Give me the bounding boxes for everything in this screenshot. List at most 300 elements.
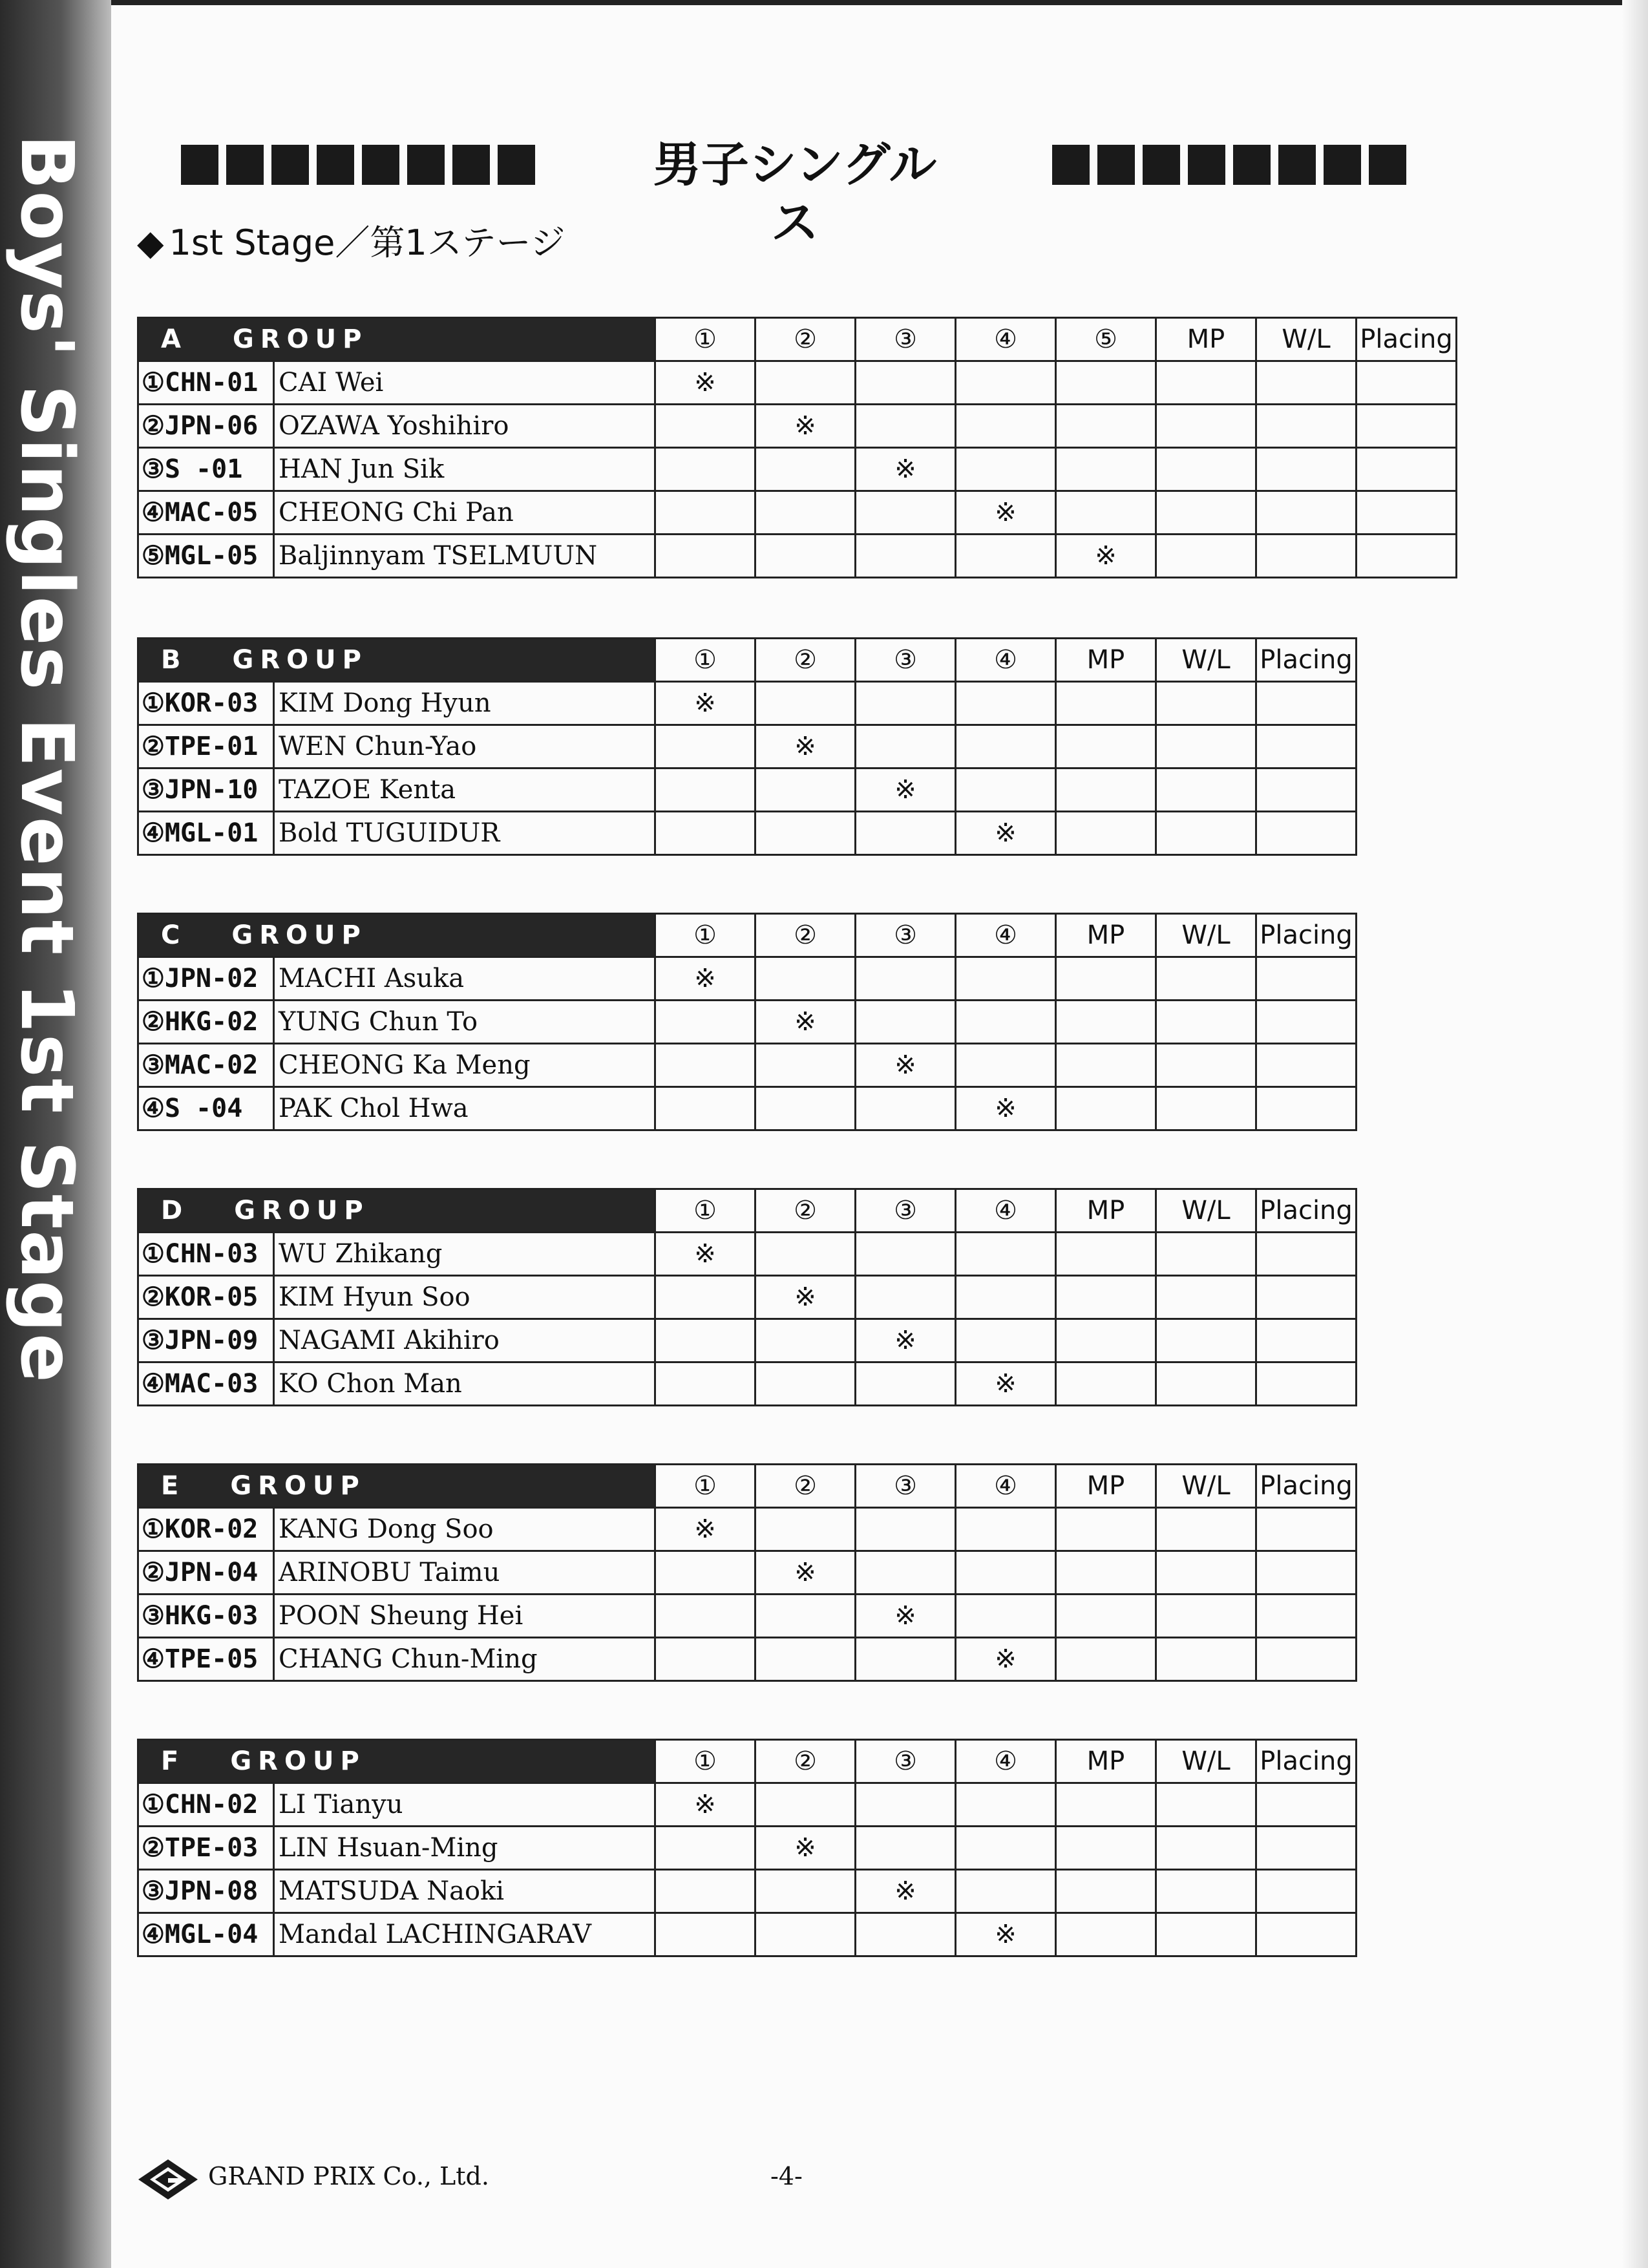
column-header: ④ [956, 318, 1056, 361]
table-row [138, 1827, 1357, 1870]
player-code-cell [138, 1870, 274, 1913]
result-cell [655, 768, 755, 812]
result-cell [755, 768, 856, 812]
result-cell [856, 1551, 956, 1595]
result-cell [655, 405, 755, 448]
column-header: ② [755, 1189, 856, 1233]
table-row [138, 491, 1457, 535]
column-header: W/L [1156, 1740, 1256, 1783]
result-cell [755, 1638, 856, 1681]
column-header: MP [1056, 1740, 1156, 1783]
player-name: WEN Chun-Yao [274, 725, 655, 768]
player-name: CAI Wei [274, 361, 655, 405]
column-header: ① [655, 1189, 755, 1233]
self-match-mark: ※ [856, 1870, 956, 1913]
result-cell [856, 725, 956, 768]
table-row [138, 1233, 1357, 1276]
player-number: ① [142, 964, 165, 993]
column-header: Placing [1357, 318, 1457, 361]
player-code-cell [138, 1595, 274, 1638]
player-name: CHEONG Ka Meng [274, 1044, 655, 1087]
result-cell [655, 1595, 755, 1638]
result-cell [956, 1319, 1056, 1362]
result-cell [1357, 491, 1457, 535]
result-cell [1056, 812, 1156, 855]
player-name: MACHI Asuka [274, 957, 655, 1001]
title-blocks-right [1052, 145, 1406, 185]
player-code-cell [138, 1913, 274, 1956]
table-row [138, 957, 1357, 1001]
result-cell [956, 1595, 1056, 1638]
player-name: CHANG Chun-Ming [274, 1638, 655, 1681]
result-cell [1357, 448, 1457, 491]
result-cell [1056, 448, 1156, 491]
result-cell [1256, 491, 1357, 535]
player-number: ④ [142, 818, 165, 848]
player-number: ② [142, 1282, 165, 1312]
table-row [138, 1595, 1357, 1638]
result-cell [655, 725, 755, 768]
group-a-table [137, 317, 1457, 578]
result-cell [1156, 1595, 1256, 1638]
result-cell [1357, 535, 1457, 578]
result-cell [1256, 812, 1357, 855]
result-cell [856, 1508, 956, 1551]
column-header: ③ [856, 318, 956, 361]
self-match-mark: ※ [956, 1087, 1056, 1130]
player-code-cell [138, 1551, 274, 1595]
player-number: ① [142, 1514, 165, 1544]
column-header: MP [1056, 639, 1156, 682]
player-code: HKG-03 [164, 1601, 259, 1631]
self-match-mark: ※ [856, 1319, 956, 1362]
column-header: ② [755, 318, 856, 361]
group-header-row [138, 639, 1357, 682]
group-e-table [137, 1463, 1357, 1682]
result-cell [1156, 1319, 1256, 1362]
column-header: W/L [1156, 1465, 1256, 1508]
group-letter: B [161, 645, 187, 675]
result-cell [1256, 957, 1357, 1001]
result-cell [1156, 1508, 1256, 1551]
player-code-cell [138, 1783, 274, 1827]
result-cell [956, 725, 1056, 768]
player-number: ③ [142, 1326, 165, 1355]
result-cell [956, 1870, 1056, 1913]
result-cell [1256, 1044, 1357, 1087]
result-cell [956, 768, 1056, 812]
player-code: CHN-03 [164, 1239, 259, 1269]
group-b-table [137, 637, 1357, 856]
player-code: MAC-05 [164, 498, 259, 527]
result-cell [856, 957, 956, 1001]
result-cell [755, 448, 856, 491]
self-match-mark: ※ [856, 1044, 956, 1087]
player-number: ② [142, 1833, 165, 1863]
group-letter: D [161, 1196, 189, 1225]
group-header-row [138, 1189, 1357, 1233]
player-code-cell [138, 1001, 274, 1044]
player-code: TPE-01 [164, 732, 259, 761]
result-cell [655, 1827, 755, 1870]
result-cell [856, 1913, 956, 1956]
group-header-row [138, 318, 1457, 361]
result-cell [956, 1508, 1056, 1551]
player-number: ③ [142, 1876, 165, 1906]
player-name: POON Sheung Hei [274, 1595, 655, 1638]
group-letter: A [161, 324, 187, 354]
player-code-cell [138, 1827, 274, 1870]
result-cell [1256, 1827, 1357, 1870]
table-row [138, 768, 1357, 812]
result-cell [1056, 1044, 1156, 1087]
result-cell [655, 1001, 755, 1044]
column-header: ③ [856, 914, 956, 957]
column-header: MP [1056, 1189, 1156, 1233]
result-cell [956, 1044, 1056, 1087]
page-edge-shadow [1622, 0, 1648, 2268]
player-code-cell [138, 1044, 274, 1087]
result-cell [1056, 491, 1156, 535]
result-cell [1056, 1276, 1156, 1319]
result-cell [1357, 361, 1457, 405]
column-header: ① [655, 1740, 755, 1783]
result-cell [1256, 1319, 1357, 1362]
result-cell [956, 1827, 1056, 1870]
player-code-cell [138, 1087, 274, 1130]
group-word: GROUP [232, 645, 368, 675]
result-cell [1256, 1595, 1357, 1638]
result-cell [1156, 361, 1256, 405]
result-cell [1056, 1319, 1156, 1362]
group-title [138, 914, 655, 957]
player-name: WU Zhikang [274, 1233, 655, 1276]
top-edge-line [0, 0, 1648, 5]
table-row [138, 1508, 1357, 1551]
result-cell [655, 1870, 755, 1913]
self-match-mark: ※ [755, 1276, 856, 1319]
table-row [138, 682, 1357, 725]
stage-heading [137, 215, 565, 265]
column-header: Placing [1256, 639, 1357, 682]
group-title [138, 1740, 655, 1783]
group-word: GROUP [232, 324, 368, 354]
player-code: MGL-04 [164, 1920, 259, 1949]
result-cell [1056, 1595, 1156, 1638]
result-cell [1256, 1551, 1357, 1595]
result-cell [1256, 1638, 1357, 1681]
result-cell [856, 491, 956, 535]
self-match-mark: ※ [856, 768, 956, 812]
result-cell [755, 1913, 856, 1956]
column-header: ③ [856, 1189, 956, 1233]
result-cell [655, 1044, 755, 1087]
result-cell [1056, 1638, 1156, 1681]
player-code: TPE-03 [164, 1833, 259, 1863]
player-number: ⑤ [142, 541, 165, 571]
group-title [138, 318, 655, 361]
column-header: Placing [1256, 1465, 1357, 1508]
result-cell [1256, 1362, 1357, 1406]
result-cell [1256, 682, 1357, 725]
player-number: ④ [142, 1369, 165, 1399]
result-cell [1256, 1087, 1357, 1130]
self-match-mark: ※ [956, 1638, 1056, 1681]
group-d-table [137, 1188, 1357, 1406]
result-cell [1256, 768, 1357, 812]
table-row [138, 1783, 1357, 1827]
player-name: ARINOBU Taimu [274, 1551, 655, 1595]
result-cell [856, 1783, 956, 1827]
result-cell [755, 1595, 856, 1638]
result-cell [1256, 725, 1357, 768]
player-code: KOR-05 [164, 1282, 259, 1312]
result-cell [1056, 1783, 1156, 1827]
result-cell [655, 812, 755, 855]
group-title [138, 639, 655, 682]
self-match-mark: ※ [856, 448, 956, 491]
player-code: HKG-02 [164, 1007, 259, 1037]
column-header: MP [1056, 914, 1156, 957]
player-number: ② [142, 1558, 165, 1587]
table-row [138, 535, 1457, 578]
group-word: GROUP [230, 1746, 366, 1776]
result-cell [1156, 405, 1256, 448]
result-cell [1056, 1913, 1156, 1956]
player-code-cell [138, 448, 274, 491]
result-cell [1156, 1001, 1256, 1044]
self-match-mark: ※ [956, 812, 1056, 855]
player-code: JPN-10 [164, 775, 259, 805]
self-match-mark: ※ [956, 1362, 1056, 1406]
result-cell [755, 1319, 856, 1362]
group-header-row [138, 1465, 1357, 1508]
group-c-table [137, 913, 1357, 1131]
self-match-mark: ※ [956, 491, 1056, 535]
self-match-mark: ※ [655, 682, 755, 725]
result-cell [655, 1319, 755, 1362]
player-code-cell [138, 812, 274, 855]
result-cell [1156, 1913, 1256, 1956]
result-cell [956, 1276, 1056, 1319]
result-cell [755, 1508, 856, 1551]
table-row [138, 1087, 1357, 1130]
player-code: JPN-08 [164, 1876, 259, 1906]
player-name: HAN Jun Sik [274, 448, 655, 491]
result-cell [856, 361, 956, 405]
result-cell [856, 1001, 956, 1044]
sidebar-title [5, 134, 100, 1384]
table-row [138, 812, 1357, 855]
group-letter: F [161, 1746, 185, 1776]
player-number: ③ [142, 1050, 165, 1080]
result-cell [956, 682, 1056, 725]
column-header: MP [1156, 318, 1256, 361]
column-header: ③ [856, 1465, 956, 1508]
player-number: ① [142, 368, 165, 397]
player-number: ② [142, 1007, 165, 1037]
self-match-mark: ※ [956, 1913, 1056, 1956]
group-header-row [138, 1740, 1357, 1783]
result-cell [1056, 1870, 1156, 1913]
result-cell [755, 361, 856, 405]
result-cell [1056, 1233, 1156, 1276]
player-name: KO Chon Man [274, 1362, 655, 1406]
table-row [138, 1001, 1357, 1044]
result-cell [1156, 1362, 1256, 1406]
result-cell [1156, 1783, 1256, 1827]
result-cell [655, 1276, 755, 1319]
player-code: JPN-06 [164, 411, 259, 441]
column-header: ② [755, 1740, 856, 1783]
player-number: ④ [142, 1094, 165, 1123]
result-cell [655, 1638, 755, 1681]
result-cell [1156, 1044, 1256, 1087]
table-row [138, 1551, 1357, 1595]
column-header: Placing [1256, 914, 1357, 957]
result-cell [956, 1233, 1056, 1276]
result-cell [755, 682, 856, 725]
result-cell [755, 812, 856, 855]
result-cell [655, 1087, 755, 1130]
result-cell [755, 957, 856, 1001]
self-match-mark: ※ [755, 1551, 856, 1595]
player-name: LIN Hsuan-Ming [274, 1827, 655, 1870]
self-match-mark: ※ [655, 957, 755, 1001]
result-cell [755, 1087, 856, 1130]
column-header: ② [755, 1465, 856, 1508]
result-cell [956, 1551, 1056, 1595]
player-code-cell [138, 1319, 274, 1362]
result-cell [1357, 405, 1457, 448]
table-row [138, 405, 1457, 448]
stage-label: 1st Stage／第1ステージ [169, 222, 565, 263]
player-name: NAGAMI Akihiro [274, 1319, 655, 1362]
column-header: W/L [1156, 914, 1256, 957]
result-cell [1156, 682, 1256, 725]
result-cell [856, 1233, 956, 1276]
player-number: ② [142, 411, 165, 441]
result-cell [856, 812, 956, 855]
result-cell [856, 1362, 956, 1406]
table-row [138, 1870, 1357, 1913]
player-name: OZAWA Yoshihiro [274, 405, 655, 448]
player-code-cell [138, 405, 274, 448]
result-cell [1156, 1827, 1256, 1870]
player-code: MAC-03 [164, 1369, 259, 1399]
result-cell [1056, 1827, 1156, 1870]
result-cell [1056, 361, 1156, 405]
column-header: ④ [956, 1740, 1056, 1783]
player-code: CHN-01 [164, 368, 259, 397]
player-number: ③ [142, 454, 165, 484]
self-match-mark: ※ [655, 361, 755, 405]
result-cell [1156, 1870, 1256, 1913]
result-cell [1156, 957, 1256, 1001]
result-cell [956, 448, 1056, 491]
column-header: ② [755, 639, 856, 682]
column-header: W/L [1256, 318, 1357, 361]
result-cell [655, 1362, 755, 1406]
page-title: 男子シングルス [653, 137, 937, 251]
player-name: LI Tianyu [274, 1783, 655, 1827]
player-number: ③ [142, 775, 165, 805]
player-number: ① [142, 1239, 165, 1269]
self-match-mark: ※ [755, 1001, 856, 1044]
title-blocks-left [181, 145, 535, 185]
result-cell [655, 448, 755, 491]
sidebar-band [0, 0, 111, 2268]
player-name: YUNG Chun To [274, 1001, 655, 1044]
result-cell [1156, 535, 1256, 578]
column-header: ① [655, 639, 755, 682]
result-cell [655, 491, 755, 535]
result-cell [1256, 535, 1357, 578]
result-cell [1156, 1638, 1256, 1681]
player-code: JPN-04 [164, 1558, 259, 1587]
player-code-cell [138, 361, 274, 405]
sidebar-title-text: Boys' Singles Event 1st Stage [5, 134, 89, 1384]
result-cell [956, 361, 1056, 405]
group-title [138, 1465, 655, 1508]
result-cell [856, 1638, 956, 1681]
player-code-cell [138, 491, 274, 535]
self-match-mark: ※ [755, 405, 856, 448]
player-number: ③ [142, 1601, 165, 1631]
result-cell [1256, 448, 1357, 491]
column-header: W/L [1156, 1189, 1256, 1233]
column-header: ① [655, 914, 755, 957]
column-header: ① [655, 1465, 755, 1508]
group-letter: C [161, 920, 187, 950]
player-name: KANG Dong Soo [274, 1508, 655, 1551]
result-cell [1156, 768, 1256, 812]
result-cell [856, 1087, 956, 1130]
player-name: Mandal LACHINGARAV [274, 1913, 655, 1956]
result-cell [856, 405, 956, 448]
column-header: ④ [956, 1465, 1056, 1508]
result-cell [655, 1913, 755, 1956]
player-code: MGL-05 [164, 541, 259, 571]
table-row [138, 1276, 1357, 1319]
player-number: ④ [142, 1644, 165, 1674]
player-code: CHN-02 [164, 1790, 259, 1819]
result-cell [1256, 361, 1357, 405]
player-code-cell [138, 682, 274, 725]
table-row [138, 1913, 1357, 1956]
player-name: Bold TUGUIDUR [274, 812, 655, 855]
result-cell [1156, 1276, 1256, 1319]
column-header: ④ [956, 1189, 1056, 1233]
result-cell [1056, 957, 1156, 1001]
result-cell [956, 1783, 1056, 1827]
result-cell [655, 1551, 755, 1595]
result-cell [1156, 812, 1256, 855]
player-code: MAC-02 [164, 1050, 259, 1080]
result-cell [755, 1783, 856, 1827]
player-code: JPN-02 [164, 964, 259, 993]
page-number: -4- [770, 2162, 803, 2190]
result-cell [1256, 1001, 1357, 1044]
player-code: MGL-01 [164, 818, 259, 848]
player-code-cell [138, 768, 274, 812]
table-row [138, 1362, 1357, 1406]
column-header: ① [655, 318, 755, 361]
column-header: ③ [856, 1740, 956, 1783]
player-code: KOR-02 [164, 1514, 259, 1544]
column-header: Placing [1256, 1740, 1357, 1783]
group-f-table [137, 1739, 1357, 1957]
